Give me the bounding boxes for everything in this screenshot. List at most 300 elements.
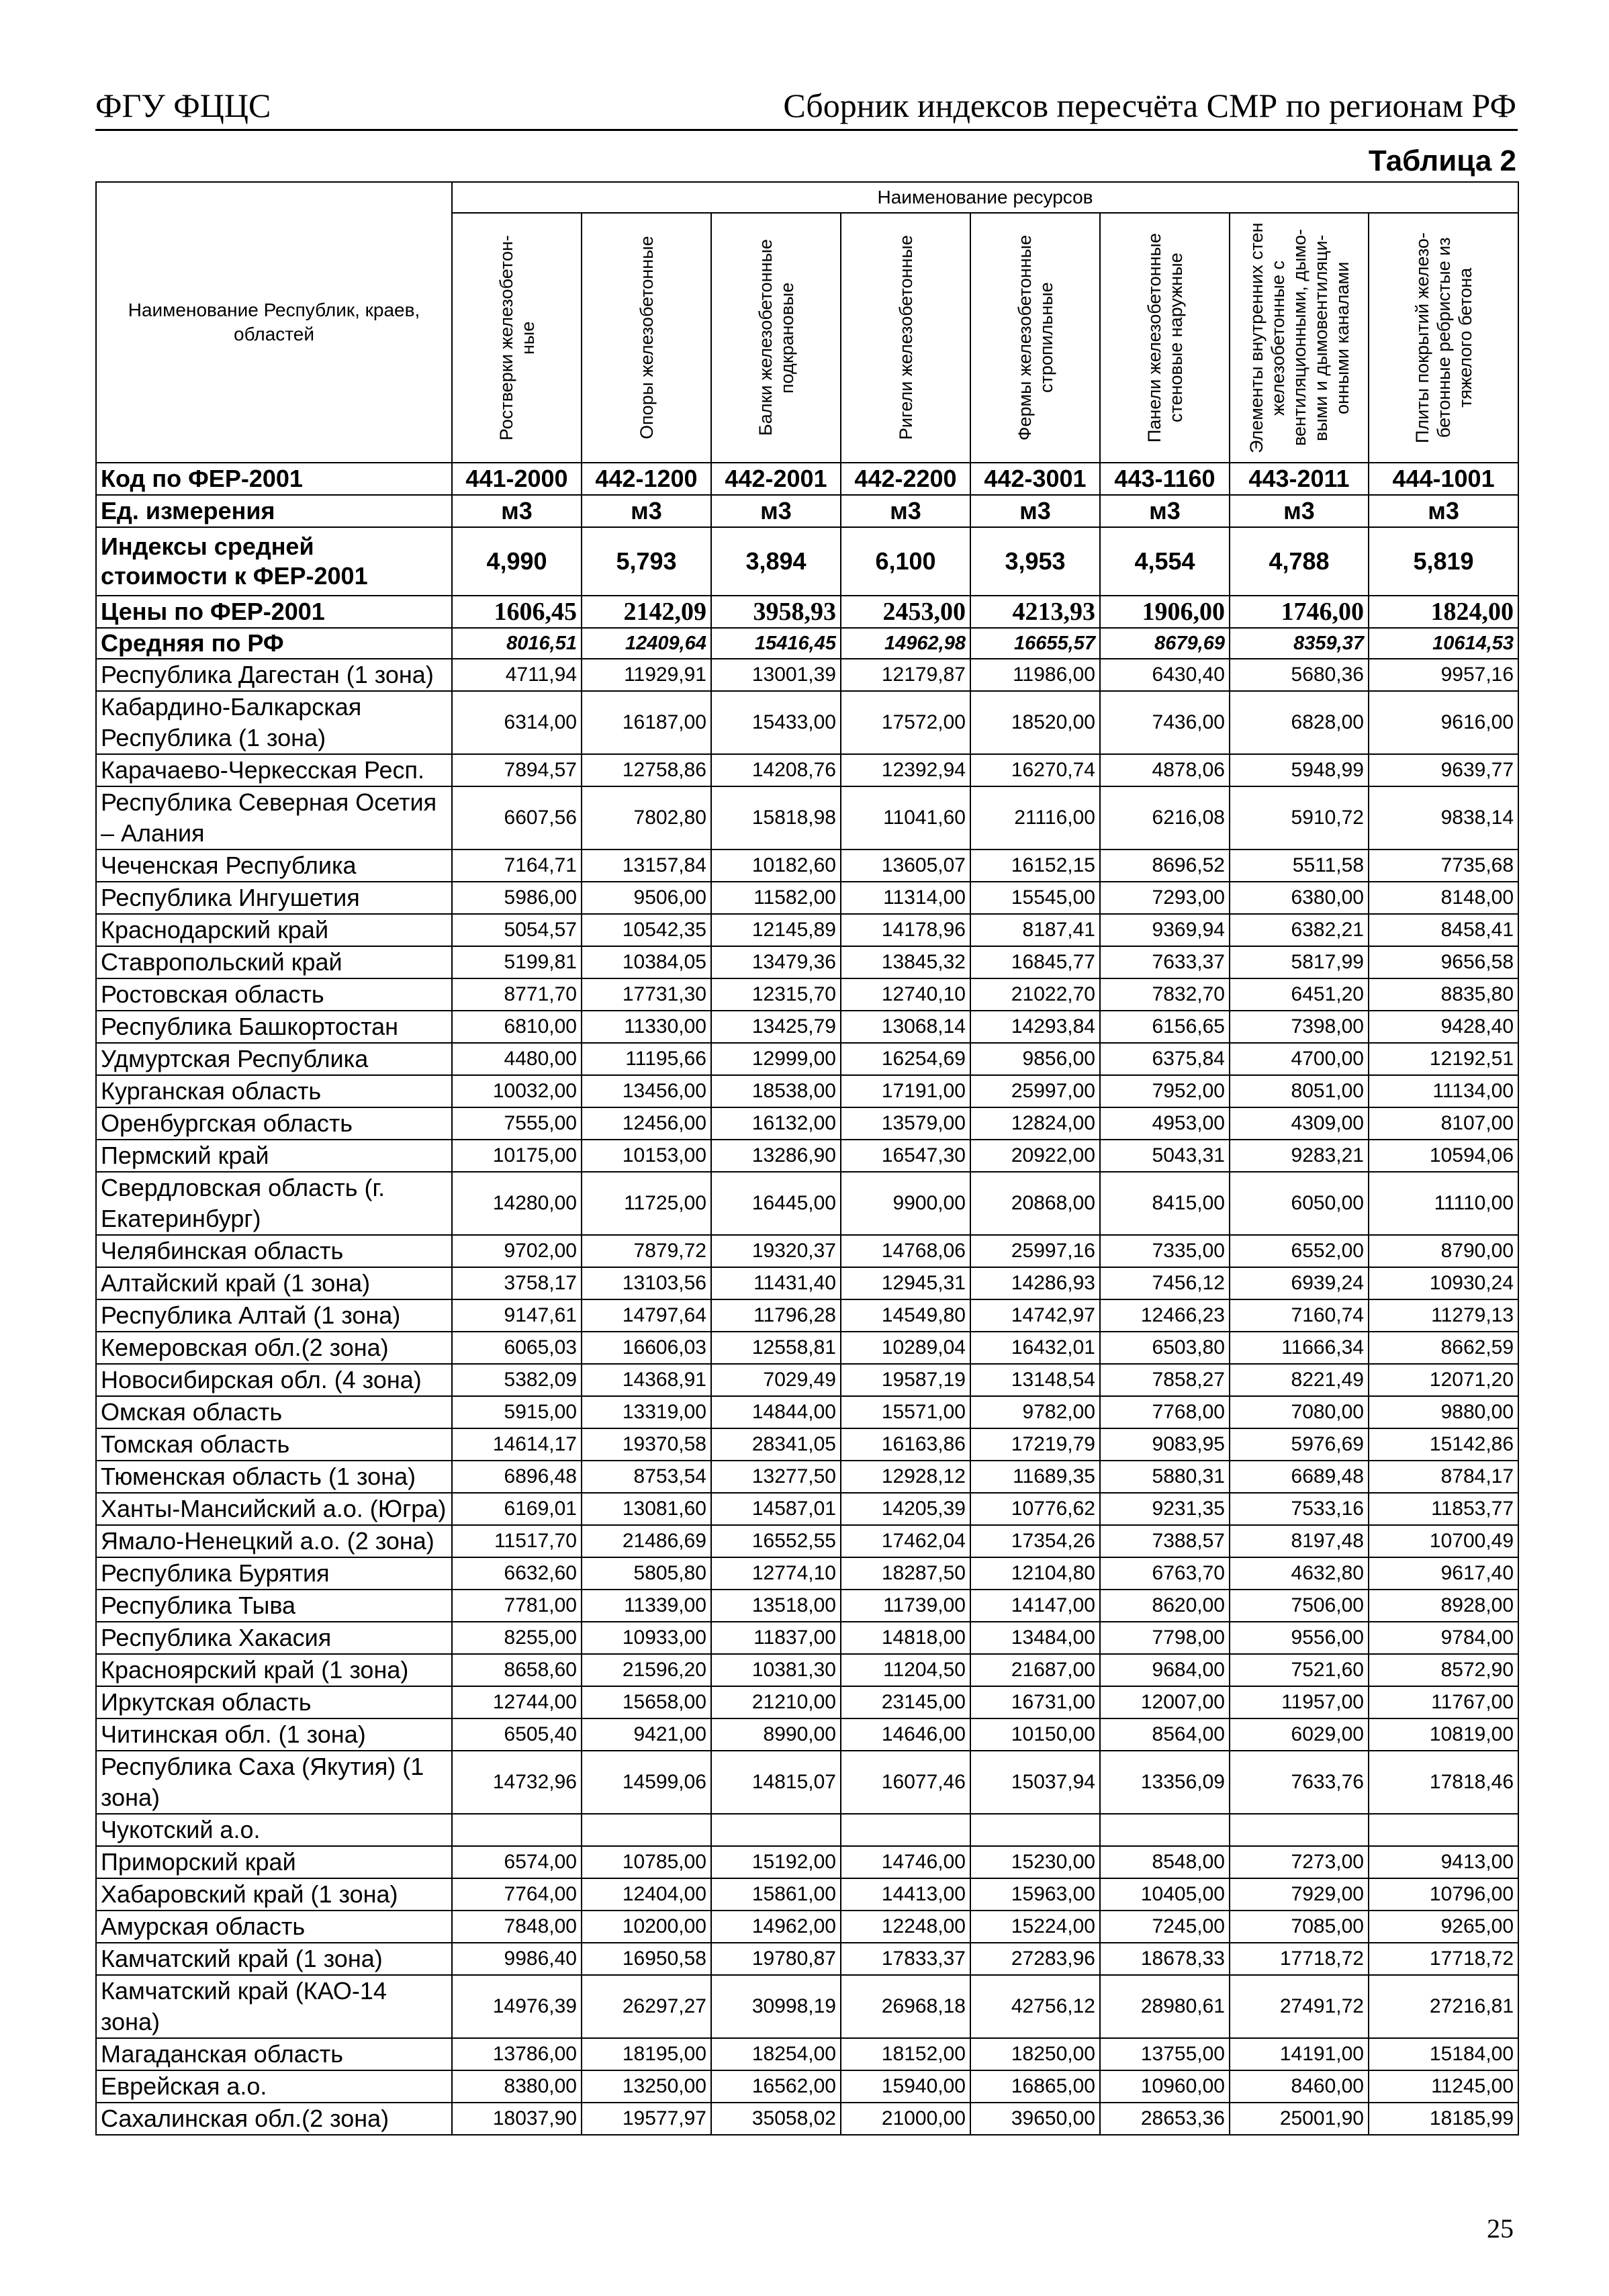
price-cell: 7506,00 bbox=[1230, 1590, 1369, 1622]
price-cell: 10405,00 bbox=[1100, 1878, 1230, 1911]
code-row bbox=[96, 463, 1518, 495]
price-cell: 21687,00 bbox=[970, 1654, 1100, 1686]
price-cell: 7533,16 bbox=[1230, 1493, 1369, 1525]
price-cell: 10150,00 bbox=[970, 1718, 1100, 1751]
price-cell: 7080,00 bbox=[1230, 1396, 1369, 1428]
resource-column-header bbox=[1230, 213, 1369, 463]
price-cell: 16950,58 bbox=[582, 1943, 711, 1975]
region-name: Республика Северная Осетия – Алания bbox=[96, 786, 452, 849]
price-cell: 11853,77 bbox=[1369, 1493, 1518, 1525]
price-cell: 16187,00 bbox=[582, 691, 711, 754]
price-cell: 19587,19 bbox=[841, 1364, 970, 1396]
price-cell: 6689,48 bbox=[1230, 1461, 1369, 1493]
price-cell: 16552,55 bbox=[711, 1525, 841, 1557]
price-cell: 18195,00 bbox=[582, 2038, 711, 2070]
price-cell: 13845,32 bbox=[841, 946, 970, 978]
price-cell: 10384,05 bbox=[582, 946, 711, 978]
price-cell: 15940,00 bbox=[841, 2070, 970, 2103]
price-cell: 11517,70 bbox=[452, 1525, 582, 1557]
price-cell: 14732,96 bbox=[452, 1751, 582, 1814]
table-row bbox=[96, 1235, 1518, 1267]
price-cell: 9986,40 bbox=[452, 1943, 582, 1975]
price-cell: 6451,20 bbox=[1230, 978, 1369, 1011]
price-row-cell: 1906,00 bbox=[1100, 596, 1230, 628]
price-cell: 15433,00 bbox=[711, 691, 841, 754]
index-row-cell: 3,953 bbox=[970, 527, 1100, 596]
price-index-table bbox=[95, 181, 1519, 2136]
price-cell: 5680,36 bbox=[1230, 659, 1369, 691]
price-cell: 5043,31 bbox=[1100, 1140, 1230, 1172]
price-cell: 21022,70 bbox=[970, 978, 1100, 1011]
table-row bbox=[96, 1299, 1518, 1332]
price-cell: 5511,58 bbox=[1230, 849, 1369, 882]
price-cell: 14191,00 bbox=[1230, 2038, 1369, 2070]
price-cell: 14815,07 bbox=[711, 1751, 841, 1814]
price-cell: 12466,23 bbox=[1100, 1299, 1230, 1332]
index-row-cell: 4,788 bbox=[1230, 527, 1369, 596]
code-row-cell: 441-2000 bbox=[452, 463, 582, 495]
price-cell: 7335,00 bbox=[1100, 1235, 1230, 1267]
price-cell: 6503,80 bbox=[1100, 1332, 1230, 1364]
price-row-cell: 1746,00 bbox=[1230, 596, 1369, 628]
price-cell: 7929,00 bbox=[1230, 1878, 1369, 1911]
price-cell: 7160,74 bbox=[1230, 1299, 1369, 1332]
average-row-cell: 8679,69 bbox=[1100, 628, 1230, 659]
price-cell: 14280,00 bbox=[452, 1172, 582, 1235]
price-cell: 7858,27 bbox=[1100, 1364, 1230, 1396]
price-cell: 5054,57 bbox=[452, 914, 582, 946]
region-name: Ханты-Мансийский а.о. (Югра) bbox=[96, 1493, 452, 1525]
price-cell: 14178,96 bbox=[841, 914, 970, 946]
price-cell: 16562,00 bbox=[711, 2070, 841, 2103]
price-cell: 13103,56 bbox=[582, 1267, 711, 1299]
price-cell: 11957,00 bbox=[1230, 1686, 1369, 1718]
price-cell: 5910,72 bbox=[1230, 786, 1369, 849]
price-cell: 12071,20 bbox=[1369, 1364, 1518, 1396]
price-cell: 8197,48 bbox=[1230, 1525, 1369, 1557]
price-cell: 19577,97 bbox=[582, 2103, 711, 2135]
price-cell: 30998,19 bbox=[711, 1975, 841, 2038]
region-name: Камчатский край (КАО-14 зона) bbox=[96, 1975, 452, 2038]
price-cell: 4953,00 bbox=[1100, 1107, 1230, 1140]
price-cell: 9900,00 bbox=[841, 1172, 970, 1235]
unit-row-cell: м3 bbox=[1369, 495, 1518, 527]
price-cell: 17462,04 bbox=[841, 1525, 970, 1557]
region-name: Удмуртская Республика bbox=[96, 1043, 452, 1075]
price-cell: 6828,00 bbox=[1230, 691, 1369, 754]
table-row bbox=[96, 1622, 1518, 1654]
price-cell: 5817,99 bbox=[1230, 946, 1369, 978]
resource-column-label: Плиты покрытий железо-бетонные ребристые из тяжелого бетона bbox=[1412, 232, 1475, 443]
price-cell: 13001,39 bbox=[711, 659, 841, 691]
region-name: Кабардино-Балкарская Республика (1 зона) bbox=[96, 691, 452, 754]
price-cell: 8662,59 bbox=[1369, 1332, 1518, 1364]
index-row-cell: 6,100 bbox=[841, 527, 970, 596]
table-row bbox=[96, 1718, 1518, 1751]
price-cell: 11767,00 bbox=[1369, 1686, 1518, 1718]
price-cell: 11330,00 bbox=[582, 1011, 711, 1043]
table-row bbox=[96, 1043, 1518, 1075]
price-cell: 17718,72 bbox=[1230, 1943, 1369, 1975]
price-cell: 28341,05 bbox=[711, 1428, 841, 1461]
price-cell: 14742,97 bbox=[970, 1299, 1100, 1332]
price-cell: 4632,80 bbox=[1230, 1557, 1369, 1590]
price-cell: 4711,94 bbox=[452, 659, 582, 691]
price-cell: 19370,58 bbox=[582, 1428, 711, 1461]
price-cell: 11929,91 bbox=[582, 659, 711, 691]
index-row-cell: 5,819 bbox=[1369, 527, 1518, 596]
price-cell: 18037,90 bbox=[452, 2103, 582, 2135]
price-cell: 10542,35 bbox=[582, 914, 711, 946]
unit-row-cell: м3 bbox=[1230, 495, 1369, 527]
price-cell: 16731,00 bbox=[970, 1686, 1100, 1718]
price-cell: 8928,00 bbox=[1369, 1590, 1518, 1622]
price-cell: 7768,00 bbox=[1100, 1396, 1230, 1428]
table-row bbox=[96, 1267, 1518, 1299]
region-name: Амурская область bbox=[96, 1911, 452, 1943]
average-row-cell: 8016,51 bbox=[452, 628, 582, 659]
region-name: Республика Башкортостан bbox=[96, 1011, 452, 1043]
price-cell: 12456,00 bbox=[582, 1107, 711, 1140]
region-name: Курганская область bbox=[96, 1075, 452, 1107]
price-cell: 16865,00 bbox=[970, 2070, 1100, 2103]
region-name: Ставропольский край bbox=[96, 946, 452, 978]
price-cell: 15861,00 bbox=[711, 1878, 841, 1911]
unit-row-cell: м3 bbox=[841, 495, 970, 527]
price-cell: 15545,00 bbox=[970, 882, 1100, 914]
resource-column-label: Ростверки железобетон-ные bbox=[496, 235, 538, 441]
table-row bbox=[96, 1011, 1518, 1043]
price-cell: 15184,00 bbox=[1369, 2038, 1518, 2070]
price-cell: 7798,00 bbox=[1100, 1622, 1230, 1654]
unit-row-cell: м3 bbox=[711, 495, 841, 527]
table-row bbox=[96, 1911, 1518, 1943]
price-cell: 17219,79 bbox=[970, 1428, 1100, 1461]
region-name: Оренбургская область bbox=[96, 1107, 452, 1140]
price-cell: 7764,00 bbox=[452, 1878, 582, 1911]
price-cell: 8784,17 bbox=[1369, 1461, 1518, 1493]
price-cell: 7273,00 bbox=[1230, 1846, 1369, 1878]
price-cell: 16547,30 bbox=[841, 1140, 970, 1172]
price-cell: 18250,00 bbox=[970, 2038, 1100, 2070]
code-row-cell: 444-1001 bbox=[1369, 463, 1518, 495]
price-cell: 10960,00 bbox=[1100, 2070, 1230, 2103]
price-cell: 8753,54 bbox=[582, 1461, 711, 1493]
table-row bbox=[96, 1878, 1518, 1911]
resource-column-header bbox=[711, 213, 841, 463]
price-cell: 6169,01 bbox=[452, 1493, 582, 1525]
price-cell: 15192,00 bbox=[711, 1846, 841, 1878]
region-name: Кемеровская обл.(2 зона) bbox=[96, 1332, 452, 1364]
price-row-cell: 1824,00 bbox=[1369, 596, 1518, 628]
price-row-cell: 2142,09 bbox=[582, 596, 711, 628]
region-name: Читинская обл. (1 зона) bbox=[96, 1718, 452, 1751]
price-cell: 14293,84 bbox=[970, 1011, 1100, 1043]
table-row bbox=[96, 1846, 1518, 1878]
price-cell: 11339,00 bbox=[582, 1590, 711, 1622]
price-cell: 14205,39 bbox=[841, 1493, 970, 1525]
price-cell: 12145,89 bbox=[711, 914, 841, 946]
price-cell: 9838,14 bbox=[1369, 786, 1518, 849]
region-name: Свердловская область (г. Екатеринбург) bbox=[96, 1172, 452, 1235]
price-cell: 18287,50 bbox=[841, 1557, 970, 1590]
price-cell: 14818,00 bbox=[841, 1622, 970, 1654]
index-row-cell: 4,990 bbox=[452, 527, 582, 596]
price-cell: 8548,00 bbox=[1100, 1846, 1230, 1878]
price-cell: 19780,87 bbox=[711, 1943, 841, 1975]
price-cell: 8990,00 bbox=[711, 1718, 841, 1751]
price-cell: 9083,95 bbox=[1100, 1428, 1230, 1461]
unit-row-cell: м3 bbox=[1100, 495, 1230, 527]
price-cell: 7633,76 bbox=[1230, 1751, 1369, 1814]
price-cell: 11279,13 bbox=[1369, 1299, 1518, 1332]
price-cell: 39650,00 bbox=[970, 2103, 1100, 2135]
price-cell: 8255,00 bbox=[452, 1622, 582, 1654]
resource-column-header bbox=[452, 213, 582, 463]
price-cell: 21000,00 bbox=[841, 2103, 970, 2135]
table-row bbox=[96, 1814, 1518, 1846]
price-cell: 12928,12 bbox=[841, 1461, 970, 1493]
price-cell: 14413,00 bbox=[841, 1878, 970, 1911]
price-cell: 35058,02 bbox=[711, 2103, 841, 2135]
average-row-cell: 14962,98 bbox=[841, 628, 970, 659]
price-cell: 11796,28 bbox=[711, 1299, 841, 1332]
price-cell bbox=[841, 1814, 970, 1846]
price-cell: 12179,87 bbox=[841, 659, 970, 691]
price-cell: 7521,60 bbox=[1230, 1654, 1369, 1686]
price-row-cell: 2453,00 bbox=[841, 596, 970, 628]
table-row bbox=[96, 659, 1518, 691]
price-cell: 13456,00 bbox=[582, 1075, 711, 1107]
price-cell: 14962,00 bbox=[711, 1911, 841, 1943]
price-cell: 6430,40 bbox=[1100, 659, 1230, 691]
price-cell: 18520,00 bbox=[970, 691, 1100, 754]
price-cell: 11739,00 bbox=[841, 1590, 970, 1622]
index-row-cell: 4,554 bbox=[1100, 527, 1230, 596]
price-cell: 6763,70 bbox=[1100, 1557, 1230, 1590]
price-cell: 10182,60 bbox=[711, 849, 841, 882]
price-cell: 9784,00 bbox=[1369, 1622, 1518, 1654]
region-name: Краснодарский край bbox=[96, 914, 452, 946]
table-row bbox=[96, 914, 1518, 946]
price-cell: 9656,58 bbox=[1369, 946, 1518, 978]
price-cell: 11195,66 bbox=[582, 1043, 711, 1075]
price-cell: 9413,00 bbox=[1369, 1846, 1518, 1878]
region-name: Челябинская область bbox=[96, 1235, 452, 1267]
region-name: Магаданская область bbox=[96, 2038, 452, 2070]
price-cell: 12315,70 bbox=[711, 978, 841, 1011]
region-name: Республика Тыва bbox=[96, 1590, 452, 1622]
price-cell: 14646,00 bbox=[841, 1718, 970, 1751]
price-cell: 12192,51 bbox=[1369, 1043, 1518, 1075]
region-name: Республика Дагестан (1 зона) bbox=[96, 659, 452, 691]
table-row bbox=[96, 2103, 1518, 2135]
price-cell: 8572,90 bbox=[1369, 1654, 1518, 1686]
table-row bbox=[96, 1943, 1518, 1975]
price-cell: 9421,00 bbox=[582, 1718, 711, 1751]
table-row bbox=[96, 946, 1518, 978]
price-cell: 14208,76 bbox=[711, 754, 841, 786]
price-cell: 10930,24 bbox=[1369, 1267, 1518, 1299]
region-name: Камчатский край (1 зона) bbox=[96, 1943, 452, 1975]
price-cell: 7848,00 bbox=[452, 1911, 582, 1943]
price-cell: 8107,00 bbox=[1369, 1107, 1518, 1140]
region-name: Томская область bbox=[96, 1428, 452, 1461]
resources-header: Наименование ресурсов bbox=[452, 182, 1518, 213]
org-name: ФГУ ФЦЦС bbox=[95, 87, 271, 124]
price-cell: 5986,00 bbox=[452, 882, 582, 914]
unit-row bbox=[96, 495, 1518, 527]
price-cell: 25997,00 bbox=[970, 1075, 1100, 1107]
price-cell: 12740,10 bbox=[841, 978, 970, 1011]
price-cell: 9702,00 bbox=[452, 1235, 582, 1267]
resource-column-label: Опоры железобетонные bbox=[636, 236, 657, 440]
price-cell: 9506,00 bbox=[582, 882, 711, 914]
price-cell: 8458,41 bbox=[1369, 914, 1518, 946]
price-cell: 16132,00 bbox=[711, 1107, 841, 1140]
price-cell: 16152,15 bbox=[970, 849, 1100, 882]
unit-row-cell: м3 bbox=[970, 495, 1100, 527]
price-cell: 7555,00 bbox=[452, 1107, 582, 1140]
price-cell: 16845,77 bbox=[970, 946, 1100, 978]
price-cell: 6156,65 bbox=[1100, 1011, 1230, 1043]
price-cell bbox=[452, 1814, 582, 1846]
price-cell: 5880,31 bbox=[1100, 1461, 1230, 1493]
price-cell: 7952,00 bbox=[1100, 1075, 1230, 1107]
price-cell: 11041,60 bbox=[841, 786, 970, 849]
price-cell: 16432,01 bbox=[970, 1332, 1100, 1364]
price-cell: 13425,79 bbox=[711, 1011, 841, 1043]
resource-column-label: Элементы внутренних стен железобетонные с вентиляционными, дымо-выми и дымовентиляци-онными каналами bbox=[1246, 222, 1352, 453]
price-cell: 10933,00 bbox=[582, 1622, 711, 1654]
price-cell: 8051,00 bbox=[1230, 1075, 1369, 1107]
price-cell: 15818,98 bbox=[711, 786, 841, 849]
price-cell: 12248,00 bbox=[841, 1911, 970, 1943]
price-cell: 6552,00 bbox=[1230, 1235, 1369, 1267]
price-cell: 6505,40 bbox=[452, 1718, 582, 1751]
code-row-cell: 442-2001 bbox=[711, 463, 841, 495]
price-cell: 9880,00 bbox=[1369, 1396, 1518, 1428]
table-caption: Таблица 2 bbox=[1368, 144, 1516, 177]
table-row bbox=[96, 1075, 1518, 1107]
price-cell bbox=[711, 1814, 841, 1846]
region-name: Республика Алтай (1 зона) bbox=[96, 1299, 452, 1332]
price-cell: 16445,00 bbox=[711, 1172, 841, 1235]
region-name: Чукотский а.о. bbox=[96, 1814, 452, 1846]
table-row bbox=[96, 691, 1518, 754]
price-cell: 6314,00 bbox=[452, 691, 582, 754]
table-row bbox=[96, 882, 1518, 914]
table-row bbox=[96, 1461, 1518, 1493]
price-cell: 10594,06 bbox=[1369, 1140, 1518, 1172]
resource-column-header bbox=[1100, 213, 1230, 463]
price-cell: 13148,54 bbox=[970, 1364, 1100, 1396]
price-cell: 11431,40 bbox=[711, 1267, 841, 1299]
region-name: Красноярский край (1 зона) bbox=[96, 1654, 452, 1686]
resource-column-label: Балки железобетонные подкрановые bbox=[755, 239, 797, 437]
price-cell: 16270,74 bbox=[970, 754, 1100, 786]
price-cell: 6382,21 bbox=[1230, 914, 1369, 946]
table-row bbox=[96, 1107, 1518, 1140]
price-cell: 14587,01 bbox=[711, 1493, 841, 1525]
price-cell: 7735,68 bbox=[1369, 849, 1518, 882]
price-cell: 13356,09 bbox=[1100, 1751, 1230, 1814]
price-cell: 4700,00 bbox=[1230, 1043, 1369, 1075]
price-cell: 14768,06 bbox=[841, 1235, 970, 1267]
price-cell: 13479,36 bbox=[711, 946, 841, 978]
price-cell: 10032,00 bbox=[452, 1075, 582, 1107]
price-cell: 26297,27 bbox=[582, 1975, 711, 2038]
price-cell: 11245,00 bbox=[1369, 2070, 1518, 2103]
table-row bbox=[96, 1525, 1518, 1557]
price-cell: 8221,49 bbox=[1230, 1364, 1369, 1396]
price-cell: 7456,12 bbox=[1100, 1267, 1230, 1299]
price-cell: 21596,20 bbox=[582, 1654, 711, 1686]
price-cell: 16254,69 bbox=[841, 1043, 970, 1075]
price-row-cell: 4213,93 bbox=[970, 596, 1100, 628]
unit-row-cell: м3 bbox=[582, 495, 711, 527]
price-cell: 14549,80 bbox=[841, 1299, 970, 1332]
price-cell: 10381,30 bbox=[711, 1654, 841, 1686]
price-cell: 6574,00 bbox=[452, 1846, 582, 1878]
code-row-cell: 442-1200 bbox=[582, 463, 711, 495]
price-cell: 13081,60 bbox=[582, 1493, 711, 1525]
price-cell: 9616,00 bbox=[1369, 691, 1518, 754]
table-row bbox=[96, 1428, 1518, 1461]
price-cell: 14614,17 bbox=[452, 1428, 582, 1461]
price-cell: 25001,90 bbox=[1230, 2103, 1369, 2135]
price-cell: 4480,00 bbox=[452, 1043, 582, 1075]
price-cell: 12999,00 bbox=[711, 1043, 841, 1075]
price-cell: 17731,30 bbox=[582, 978, 711, 1011]
price-cell: 7388,57 bbox=[1100, 1525, 1230, 1557]
price-cell: 7029,49 bbox=[711, 1364, 841, 1396]
price-cell: 7245,00 bbox=[1100, 1911, 1230, 1943]
price-cell: 6632,60 bbox=[452, 1557, 582, 1590]
price-cell: 10175,00 bbox=[452, 1140, 582, 1172]
price-cell: 9617,40 bbox=[1369, 1557, 1518, 1590]
price-cell: 27491,72 bbox=[1230, 1975, 1369, 2038]
price-cell: 16163,86 bbox=[841, 1428, 970, 1461]
region-name: Ямало-Ненецкий а.о. (2 зона) bbox=[96, 1525, 452, 1557]
table-row bbox=[96, 1975, 1518, 2038]
average-row-cell: 15416,45 bbox=[711, 628, 841, 659]
price-cell: 8658,60 bbox=[452, 1654, 582, 1686]
price-cell: 10785,00 bbox=[582, 1846, 711, 1878]
price-cell bbox=[1230, 1814, 1369, 1846]
price-cell: 17191,00 bbox=[841, 1075, 970, 1107]
price-cell: 14797,64 bbox=[582, 1299, 711, 1332]
price-cell: 14147,00 bbox=[970, 1590, 1100, 1622]
resource-column-header bbox=[582, 213, 711, 463]
price-cell: 12404,00 bbox=[582, 1878, 711, 1911]
price-cell: 17718,72 bbox=[1369, 1943, 1518, 1975]
price-cell: 7894,57 bbox=[452, 754, 582, 786]
price-cell: 5976,69 bbox=[1230, 1428, 1369, 1461]
price-cell: 7832,70 bbox=[1100, 978, 1230, 1011]
price-cell: 9147,61 bbox=[452, 1299, 582, 1332]
price-cell: 28653,36 bbox=[1100, 2103, 1230, 2135]
region-column-header: Наименование Республик, краев, областей bbox=[96, 182, 452, 463]
region-name: Приморский край bbox=[96, 1846, 452, 1878]
region-name: Новосибирская обл. (4 зона) bbox=[96, 1364, 452, 1396]
price-cell: 12744,00 bbox=[452, 1686, 582, 1718]
price-cell: 4878,06 bbox=[1100, 754, 1230, 786]
price-cell: 6380,00 bbox=[1230, 882, 1369, 914]
region-name: Хабаровский край (1 зона) bbox=[96, 1878, 452, 1911]
index-row-cell: 3,894 bbox=[711, 527, 841, 596]
table-row bbox=[96, 978, 1518, 1011]
